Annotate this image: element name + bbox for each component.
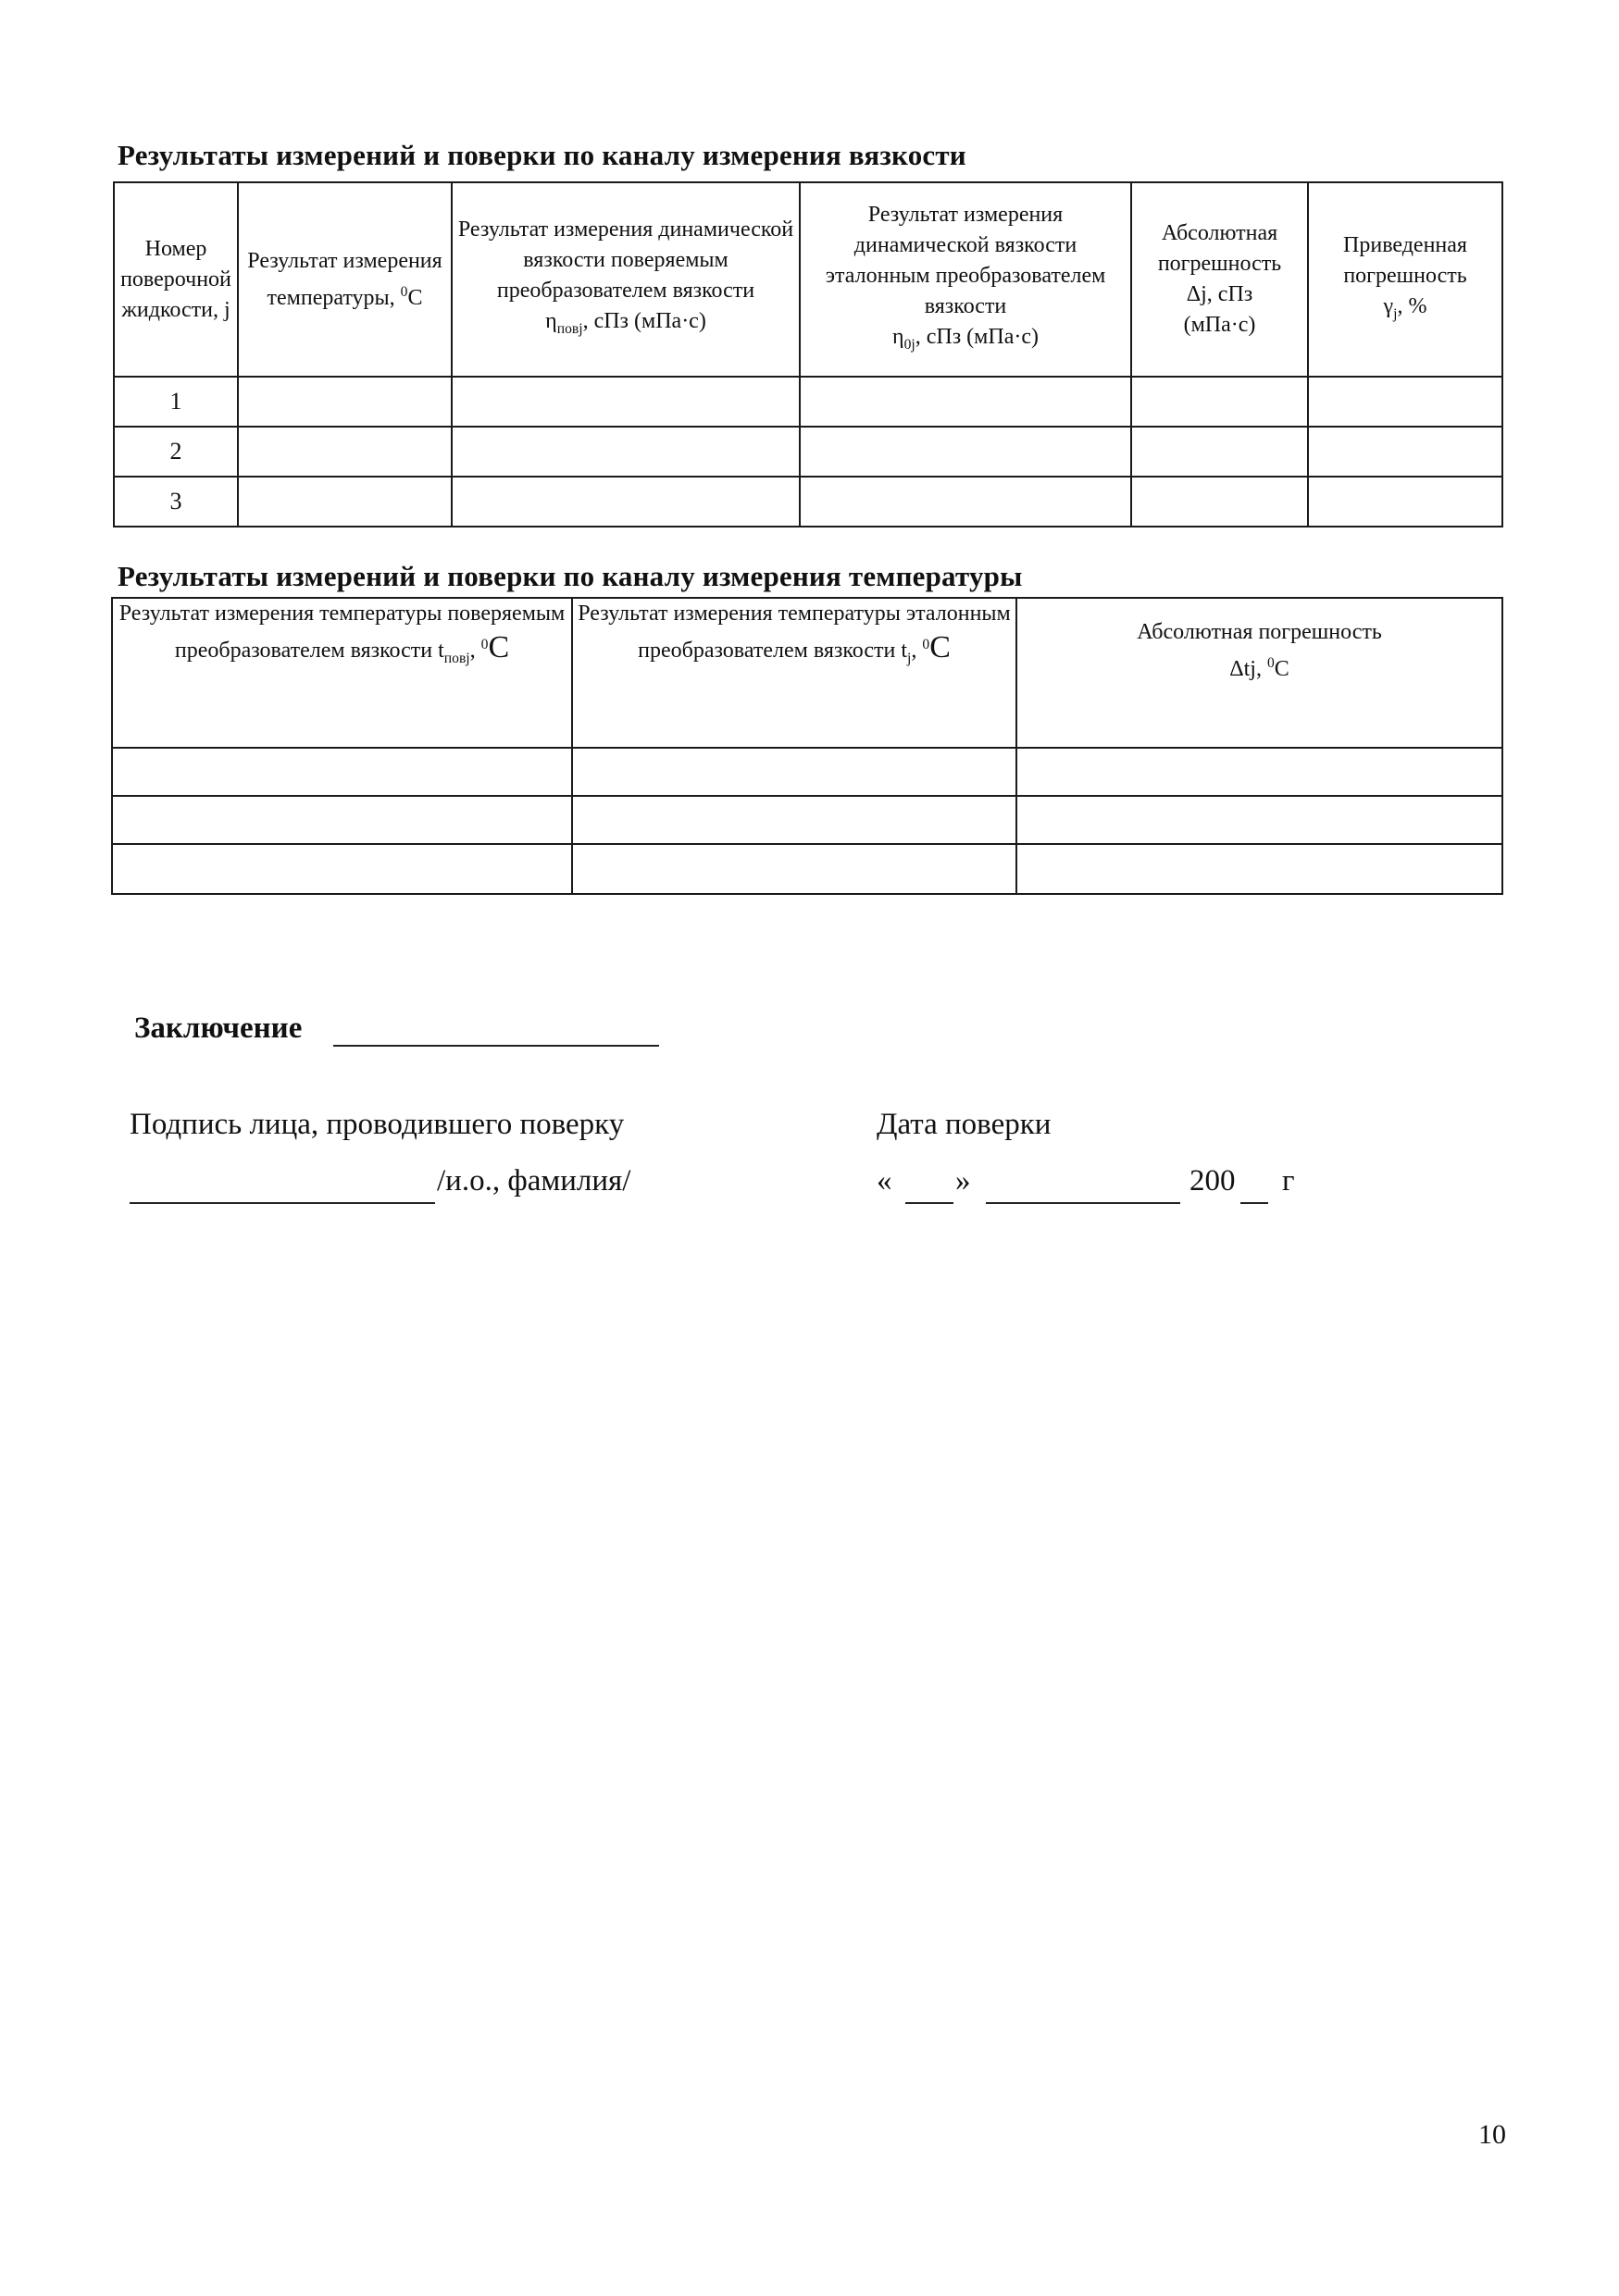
signature-line[interactable] <box>130 1202 435 1204</box>
row-number: 1 <box>114 377 238 427</box>
table-cell <box>1308 377 1502 427</box>
table-cell <box>238 427 452 477</box>
conclusion-label: Заключение <box>134 1011 303 1045</box>
table-row <box>114 477 1502 527</box>
table-cell <box>112 796 572 844</box>
date-label: Дата поверки <box>877 1108 1052 1141</box>
table-cell <box>452 477 800 527</box>
table-cell <box>572 844 1016 894</box>
table-row <box>114 427 1502 477</box>
table-cell <box>572 796 1016 844</box>
date-year-line[interactable] <box>1240 1202 1268 1204</box>
table-cell <box>800 477 1131 527</box>
header-absolute-error: Абсолютная погрешность Δj, сПз (мПа·с) <box>1131 182 1308 377</box>
viscosity-section-title: Результаты измерений и поверки по каналу измерения вязкости <box>118 139 966 171</box>
table-cell <box>1131 477 1308 527</box>
table-cell <box>112 748 572 796</box>
viscosity-results-table <box>113 181 1503 527</box>
row-number: 3 <box>114 477 238 527</box>
signature-suffix: /и.о., фамилия/ <box>437 1164 631 1198</box>
header-fluid-number: Номер поверочной жидкости, j <box>114 182 238 377</box>
table-row <box>112 844 1502 894</box>
table-cell <box>1016 796 1502 844</box>
table-cell <box>1308 477 1502 527</box>
temperature-results-table <box>111 597 1503 895</box>
table-cell <box>112 844 572 894</box>
signature-label: Подпись лица, проводившего поверку <box>130 1108 625 1141</box>
table-cell <box>800 377 1131 427</box>
header-temperature-reference: Результат измерения температуры эталонным преобразователем вязкости $t_j$, $^0$C <box>572 598 1016 748</box>
table-cell <box>238 377 452 427</box>
table-cell <box>800 427 1131 477</box>
table-row <box>112 796 1502 844</box>
date-open-quote: « <box>877 1164 892 1198</box>
table-cell <box>572 748 1016 796</box>
table-cell <box>1016 844 1502 894</box>
page-number: 10 <box>1478 2119 1506 2150</box>
table-cell <box>1131 377 1308 427</box>
table-cell <box>452 377 800 427</box>
temperature-section-title: Результаты измерений и поверки по каналу измерения температуры <box>118 560 1023 592</box>
table-cell <box>452 427 800 477</box>
date-year-suffix: г <box>1282 1164 1295 1198</box>
table-row <box>114 377 1502 427</box>
date-day-line[interactable] <box>905 1202 953 1204</box>
date-close-quote: » <box>955 1164 971 1198</box>
header-viscosity-reference: Результат измерения динамической вязкости эталонным преобразователем вязкости $\eta_{0j}$, сПз (мПа·с) <box>800 182 1131 377</box>
date-month-line[interactable] <box>986 1202 1180 1204</box>
table-cell <box>1308 427 1502 477</box>
header-reduced-error: Приведенная погрешность $\gamma_j$, % <box>1308 182 1502 377</box>
table-cell <box>1016 748 1502 796</box>
header-temperature-absolute-error: Абсолютная погрешность Δtj, $^0$C <box>1016 598 1502 748</box>
header-temperature-result: Результат измерения температуры, $^0$C <box>238 182 452 377</box>
header-temperature-tested: Результат измерения температуры поверяемым преобразователем вязкости $t_{повj}$, $^0$C <box>112 598 572 748</box>
header-viscosity-tested: Результат измерения динамической вязкости поверяемым преобразователем вязкости $\eta_{повj}$, сПз (мПа·с) <box>452 182 800 377</box>
table-row <box>112 748 1502 796</box>
row-number: 2 <box>114 427 238 477</box>
conclusion-line[interactable] <box>333 1045 659 1047</box>
table-cell <box>1131 427 1308 477</box>
table-cell <box>238 477 452 527</box>
date-year-prefix: 200 <box>1189 1164 1236 1198</box>
